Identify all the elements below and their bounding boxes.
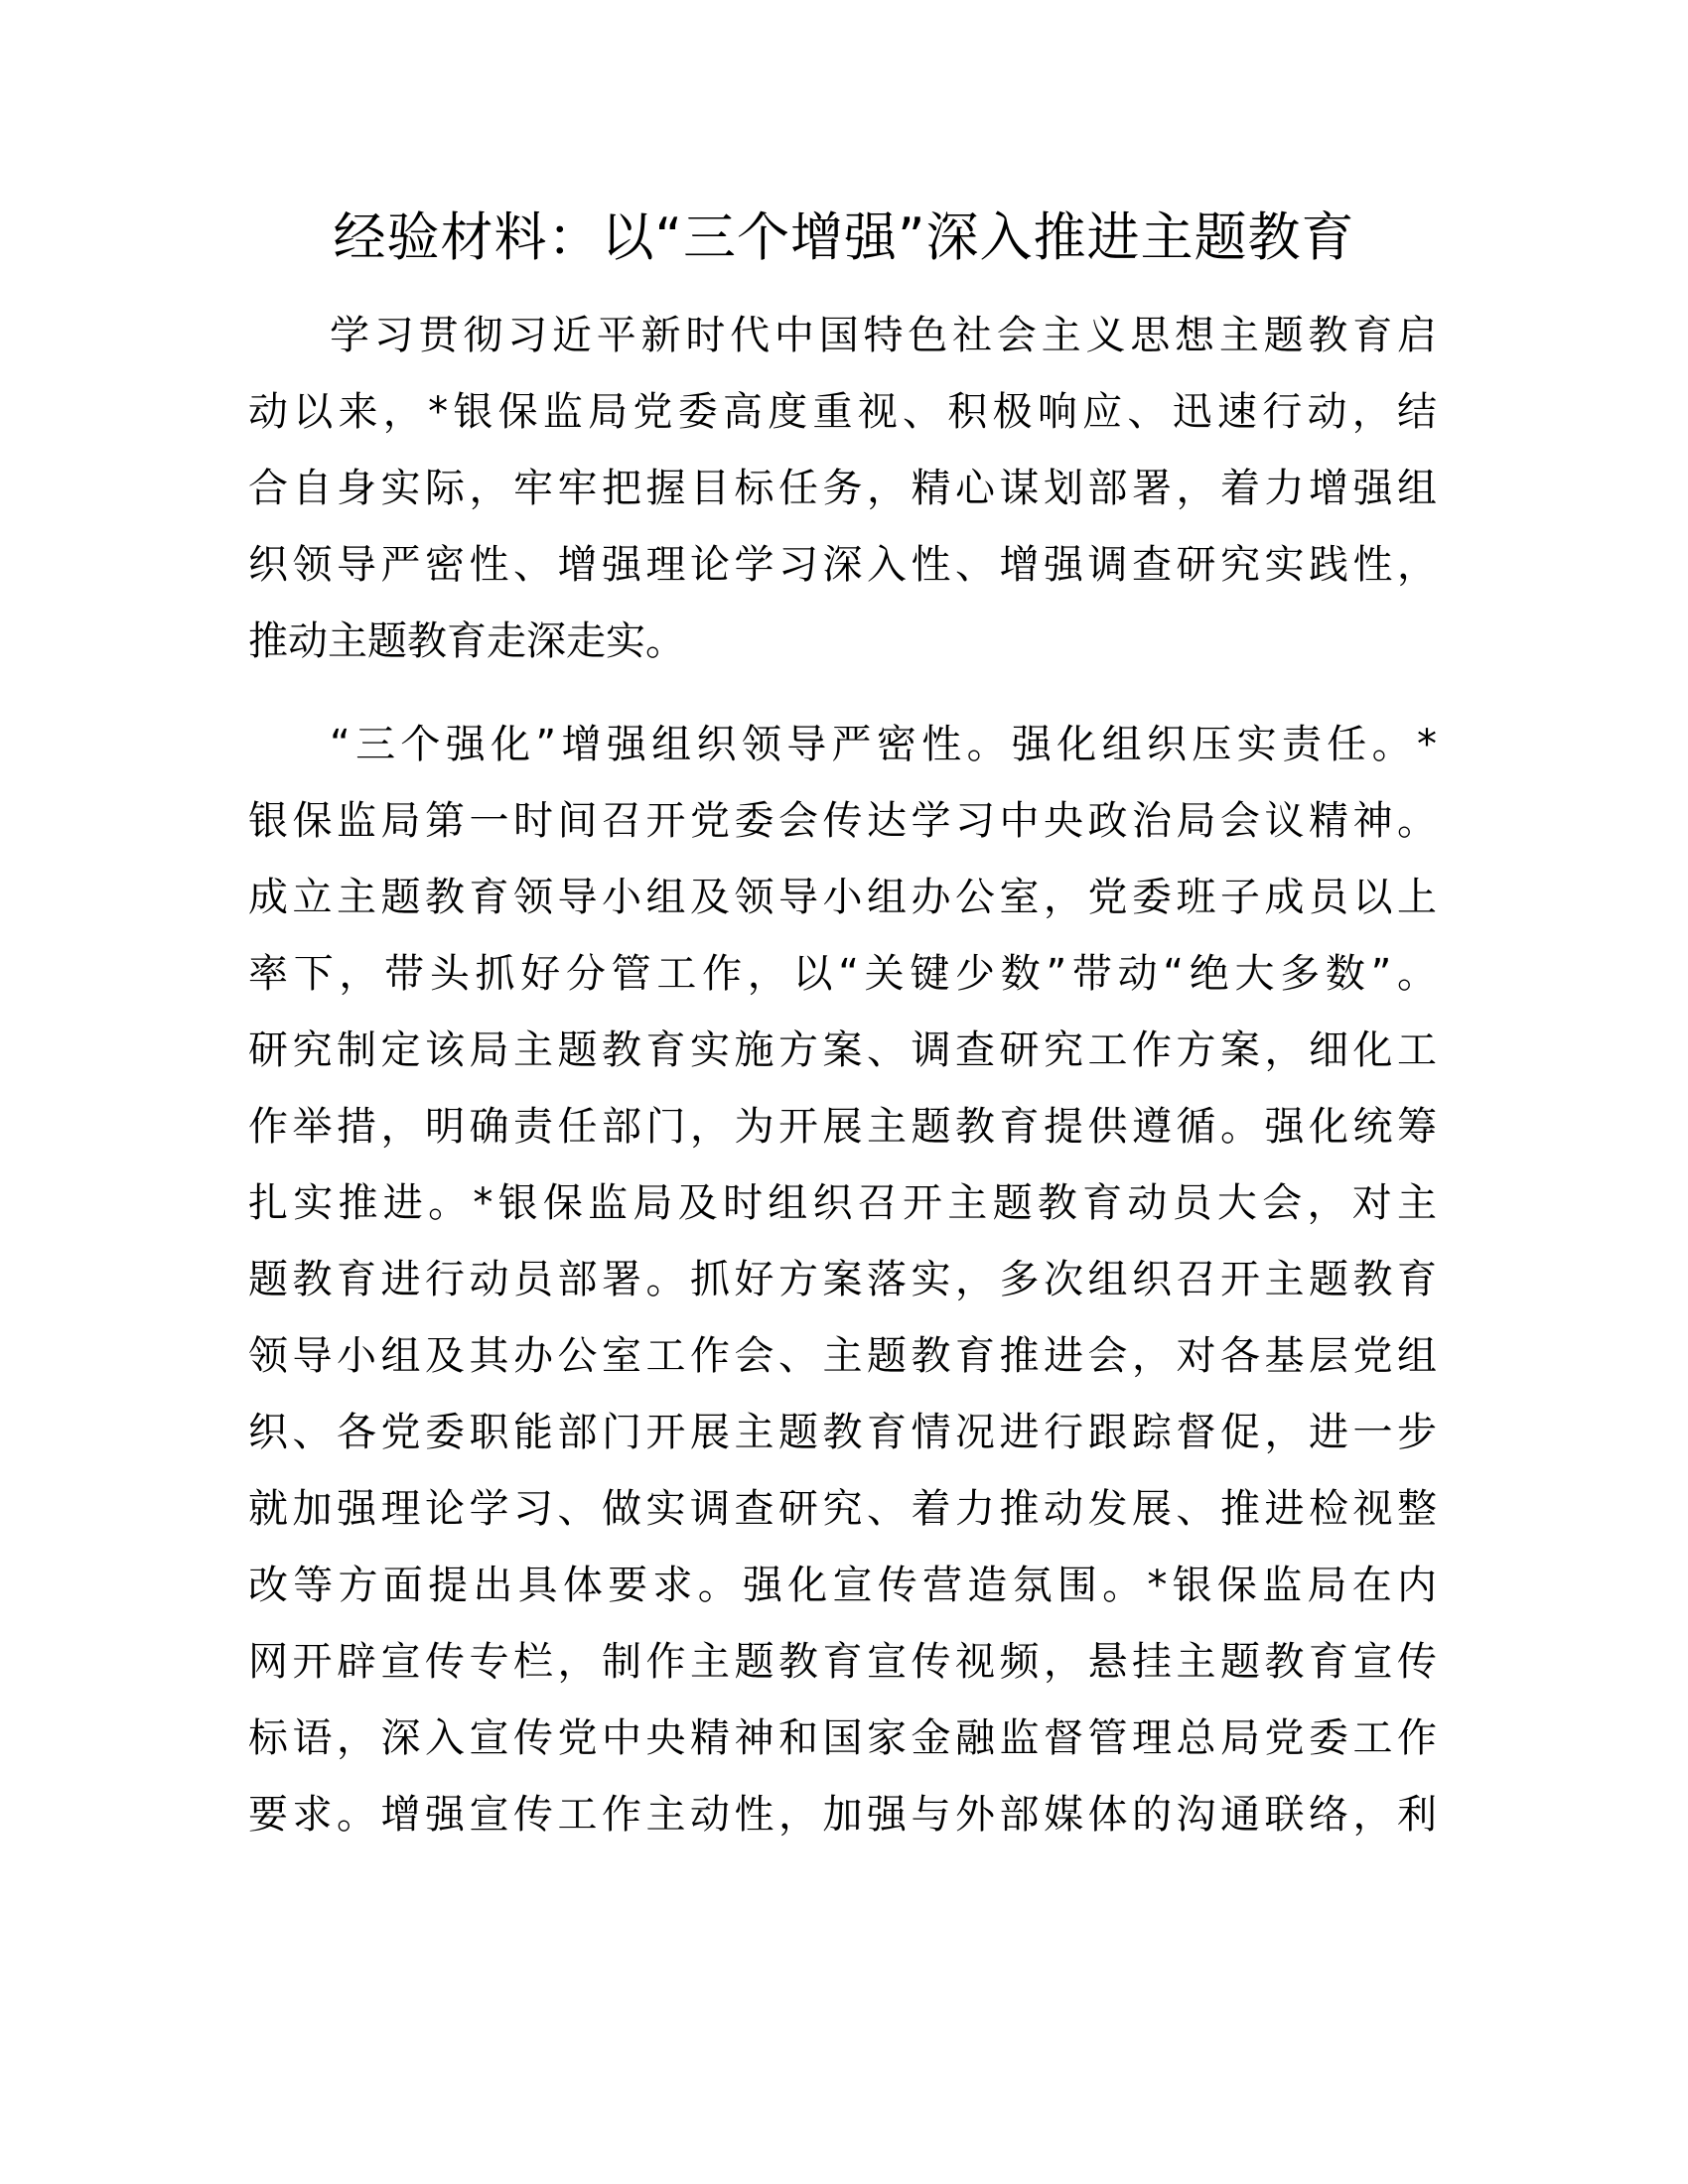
paragraph-line: 合自身实际，牢牢把握目标任务，精心谋划部署，着力增强组: [248, 466, 1437, 511]
paragraph-line: 领导小组及其办公室工作会、主题教育推进会，对各基层党组: [248, 1333, 1437, 1379]
paragraph-line: 研究制定该局主题教育实施方案、调查研究工作方案，细化工: [248, 1027, 1437, 1073]
paragraph-line: 率下，带头抓好分管工作，以“关键少数”带动“绝大多数”。: [248, 951, 1437, 997]
paragraph-organization-leadership: [248, 707, 1437, 1853]
document-title: 经验材料：以“三个增强”深入推进主题教育: [333, 207, 1355, 268]
paragraph-line: 改等方面提出具体要求。强化宣传营造氛围。*银保监局在内: [248, 1563, 1437, 1608]
paragraph-intro: [248, 298, 1437, 680]
paragraph-line: 织、各党委职能部门开展主题教育情况进行跟踪督促，进一步: [248, 1410, 1437, 1455]
paragraph-line: 就加强理论学习、做实调查研究、着力推动发展、推进检视整: [248, 1486, 1437, 1532]
paragraph-line: 推动主题教育走深走实。: [248, 618, 685, 664]
paragraph-line: 动以来，*银保监局党委高度重视、积极响应、迅速行动，结: [248, 389, 1437, 435]
paragraph-line: 作举措，明确责任部门，为开展主题教育提供遵循。强化统筹: [248, 1104, 1437, 1150]
paragraph-line: 成立主题教育领导小组及领导小组办公室，党委班子成员以上: [248, 875, 1437, 920]
paragraph-line: 要求。增强宣传工作主动性，加强与外部媒体的沟通联络，利: [248, 1792, 1437, 1838]
paragraph-line: 扎实推进。*银保监局及时组织召开主题教育动员大会，对主: [248, 1180, 1437, 1226]
paragraph-line: 网开辟宣传专栏，制作主题教育宣传视频，悬挂主题教育宣传: [248, 1639, 1437, 1685]
paragraph-line: 织领导严密性、增强理论学习深入性、增强调查研究实践性，: [248, 542, 1437, 588]
paragraph-line: 学习贯彻习近平新时代中国特色社会主义思想主题教育启: [330, 313, 1437, 358]
paragraph-line: 题教育进行动员部署。抓好方案落实，多次组织召开主题教育: [248, 1257, 1437, 1302]
paragraph-line: 标语，深入宣传党中央精神和国家金融监督管理总局党委工作: [248, 1715, 1437, 1761]
paragraph-line: 银保监局第一时间召开党委会传达学习中央政治局会议精神。: [248, 798, 1437, 844]
paragraph-line: “三个强化”增强组织领导严密性。强化组织压实责任。*: [330, 722, 1437, 767]
